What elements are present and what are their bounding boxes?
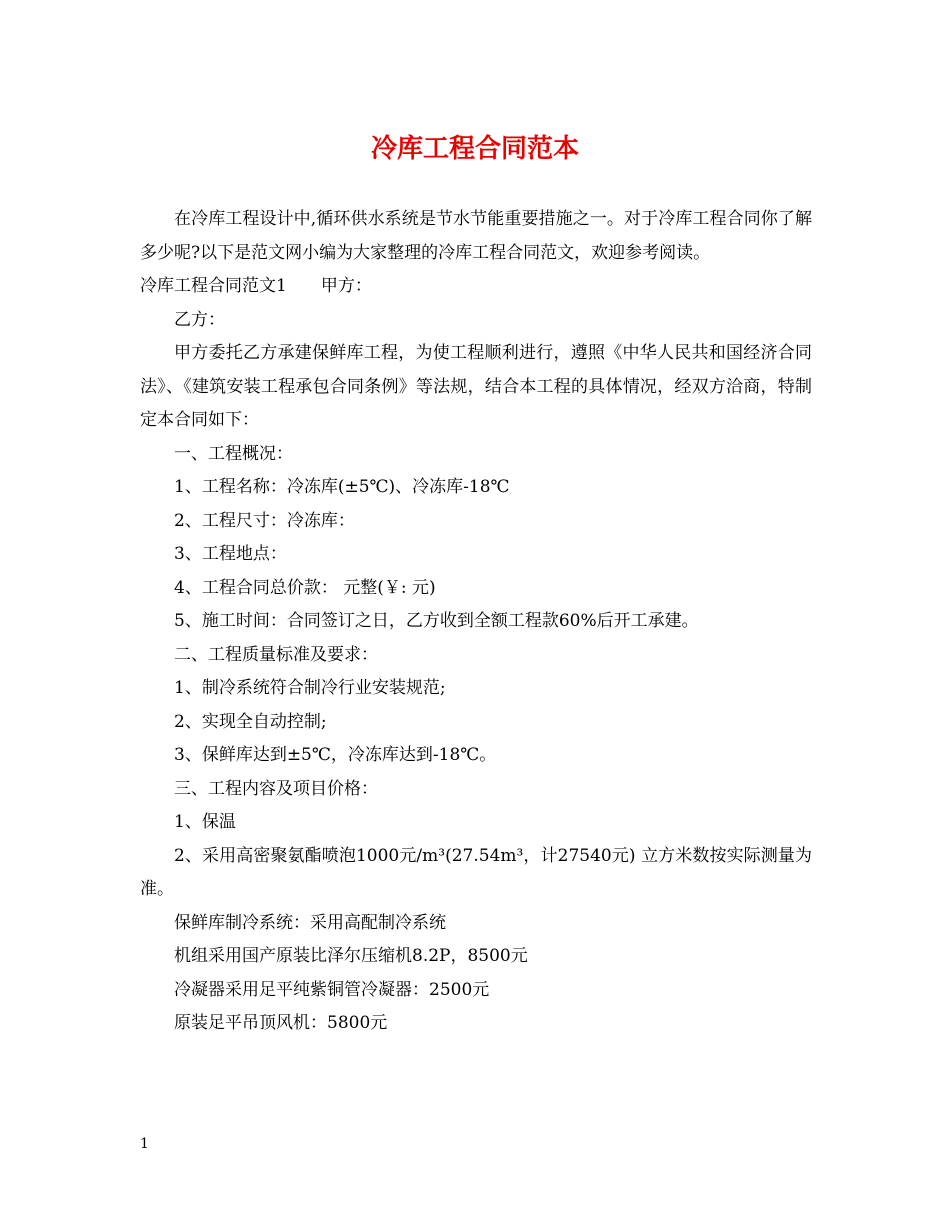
- compressor-line: 机组采用国产原装比泽尔压缩机8.2P，8500元: [174, 946, 528, 966]
- intro-paragraph: 在冷库工程设计中,循环供水系统是节水节能重要措施之一。对于冷库工程合同你了解多少呢?以下是范文网小编为大家整理的冷库工程合同范文，欢迎参考阅读。: [140, 209, 812, 263]
- party-b-label: 乙方：: [174, 309, 225, 330]
- project-name-line: 1、工程名称：冷冻库(±5℃)、冷冻库-18℃: [174, 477, 510, 497]
- preamble-paragraph: 甲方委托乙方承建保鲜库工程，为使工程顺利进行，遵照《中华人民共和国经济合同法》、《建筑安装工程承包合同条例》等法规，结合本工程的具体情况，经双方洽商，特制定本合同如下：: [140, 343, 812, 430]
- document-body: [140, 203, 812, 1041]
- content-item-2: 2、采用高密聚氨酯喷泡1000元/m³(27.54m³，计27540元) 立方米数按实际测量为准。: [140, 845, 812, 899]
- section-3-heading: 三、工程内容及项目价格：: [174, 778, 378, 799]
- project-location-line: 3、工程地点：: [174, 544, 287, 564]
- quality-item-1: 1、制冷系统符合制冷行业安装规范;: [174, 678, 446, 698]
- content-item-1: 1、保温: [174, 812, 236, 832]
- refrigeration-system-line: 保鲜库制冷系统：采用高配制冷系统: [174, 912, 446, 933]
- project-size-line: 2、工程尺寸：冷冻库：: [174, 510, 355, 531]
- quality-item-2: 2、实现全自动控制;: [174, 711, 327, 732]
- page-number: 1: [140, 1136, 149, 1152]
- section-2-heading: 二、工程质量标准及要求：: [174, 644, 378, 665]
- document-title: 冷库工程合同范本: [370, 134, 579, 164]
- construction-time-line: 5、施工时间：合同签订之日，乙方收到全额工程款60%后开工承建。: [174, 611, 699, 631]
- sample-heading: 冷库工程合同范文1: [140, 276, 287, 296]
- party-a-label: 甲方：: [320, 276, 372, 296]
- condenser-line: 冷凝器采用足平纯紫铜管冷凝器：2500元: [174, 979, 490, 1000]
- contract-price-line: 4、工程合同总价款： 元整(￥: 元): [174, 577, 436, 598]
- quality-item-3: 3、保鲜库达到±5℃，冷冻库达到-18℃。: [174, 745, 497, 765]
- fan-line: 原装足平吊顶风机：5800元: [174, 1013, 388, 1033]
- sample-heading-line: [140, 270, 812, 304]
- section-1-heading: 一、工程概况：: [174, 443, 293, 464]
